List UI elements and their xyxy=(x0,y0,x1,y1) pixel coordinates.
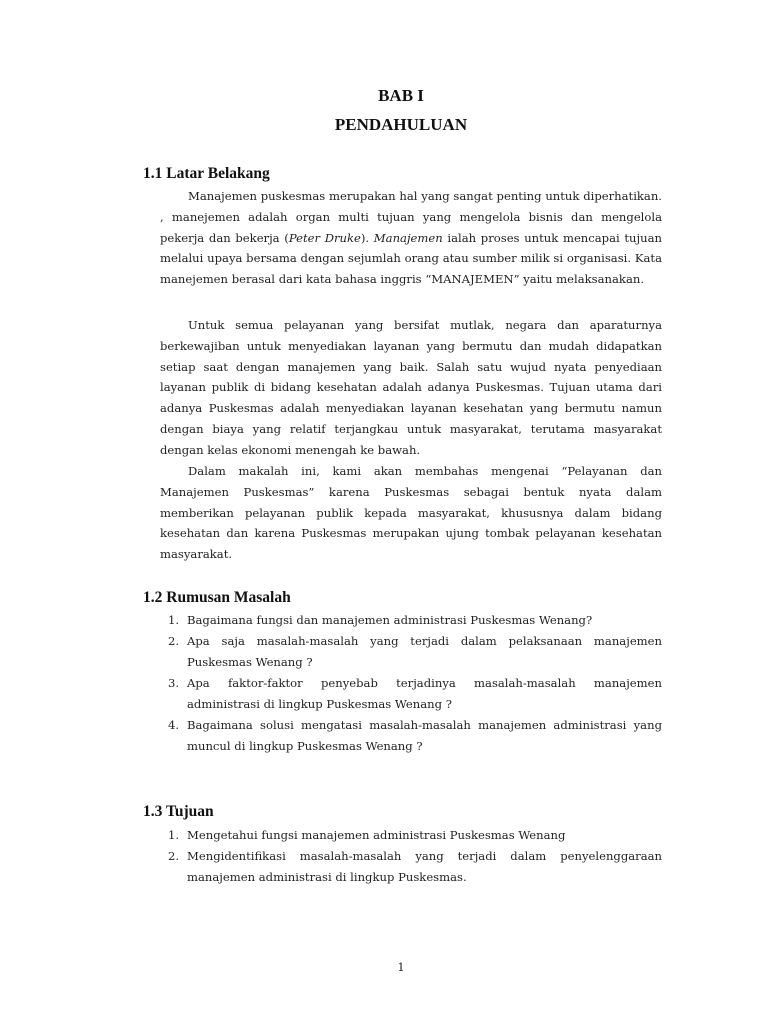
list-item xyxy=(168,610,662,631)
list-item-text: Bagaimana fungsi dan manajemen administrasi Puskesmas Wenang? xyxy=(187,613,593,627)
page-number: 1 xyxy=(397,960,405,974)
list-item xyxy=(168,825,662,846)
list-item-text: Mengidentifikasi masalah-masalah yang terjadi dalam penyelenggaraan manajemen administrasi di lingkup Puskesmas. xyxy=(187,849,662,884)
paragraph-1 xyxy=(160,186,662,290)
list-item xyxy=(168,673,662,715)
paragraph-1-text-a: Manajemen puskesmas merupakan hal yang sangat penting untuk diperhatikan. , manejemen adalah organ multi tujuan yang mengelola bisnis dan mengelola pekerja dan bekerja ( xyxy=(160,189,662,245)
list-item-text: Bagaimana solusi mengatasi masalah-masalah manajemen administrasi yang muncul di lingkup Puskesmas Wenang ? xyxy=(187,718,662,753)
list-number: 2. xyxy=(168,849,180,863)
list-item xyxy=(168,846,662,888)
section-heading-latar-belakang: 1.1 Latar Belakang xyxy=(143,165,270,182)
list-number: 4. xyxy=(168,718,180,732)
section-heading-tujuan: 1.3 Tujuan xyxy=(143,803,214,820)
objective-list xyxy=(168,825,662,888)
section-heading-rumusan-masalah: 1.2 Rumusan Masalah xyxy=(143,589,291,606)
list-item xyxy=(168,715,662,757)
list-number: 3. xyxy=(168,676,180,690)
paragraph-1-text-c: ialah proses untuk mencapai tujuan melalui upaya bersama dengan sejumlah orang atau sumber milik si organisasi. Kata manejemen berasal dari kata bahasa inggris “MANAJEMEN” yaitu melaksanakan. xyxy=(160,230,662,287)
list-number: 2. xyxy=(168,634,180,648)
author-name: Peter Druke xyxy=(288,230,361,245)
chapter-title: PENDAHULUAN xyxy=(334,115,468,134)
chapter-label: BAB I xyxy=(378,86,424,105)
list-number: 1. xyxy=(168,828,180,842)
term-manajemen: Manajemen xyxy=(373,230,443,245)
paragraph-3: Dalam makalah ini, kami akan membahas mengenai “Pelayanan dan Manajemen Puskesmas” karena Puskesmas sebagai bentuk nyata dalam memberikan pelayanan publik kepada masyarakat, khususnya dalam bidang kesehatan dan karena Puskesmas merupakan ujung tombak pelayanan kesehatan masyarakat. xyxy=(160,464,662,562)
list-item-text: Apa saja masalah-masalah yang terjadi dalam pelaksanaan manajemen Puskesmas Wenang ? xyxy=(187,634,662,669)
list-item xyxy=(168,631,662,673)
list-item-text: Apa faktor-faktor penyebab terjadinya masalah-masalah manajemen administrasi di lingkup Puskesmas Wenang ? xyxy=(187,676,662,711)
list-item-text: Mengetahui fungsi manajemen administrasi Puskesmas Wenang xyxy=(187,828,566,842)
paragraph-1-text-b: ). xyxy=(360,230,374,245)
list-number: 1. xyxy=(168,613,180,627)
problem-list xyxy=(168,610,662,757)
paragraph-2: Untuk semua pelayanan yang bersifat mutlak, negara dan aparaturnya berkewajiban untuk menyediakan layanan yang bermutu dan mudah didapatkan setiap saat dengan manajemen yang baik. Salah satu wujud nyata penyediaan layanan publik di bidang kesehatan adalah adanya Puskesmas. Tujuan utama dari adanya Puskesmas adalah menyediakan layanan kesehatan yang bermutu namun dengan biaya yang relatif terjangkau untuk masyarakat, terutama masyarakat dengan kelas ekonomi menengah ke bawah. xyxy=(160,318,662,457)
